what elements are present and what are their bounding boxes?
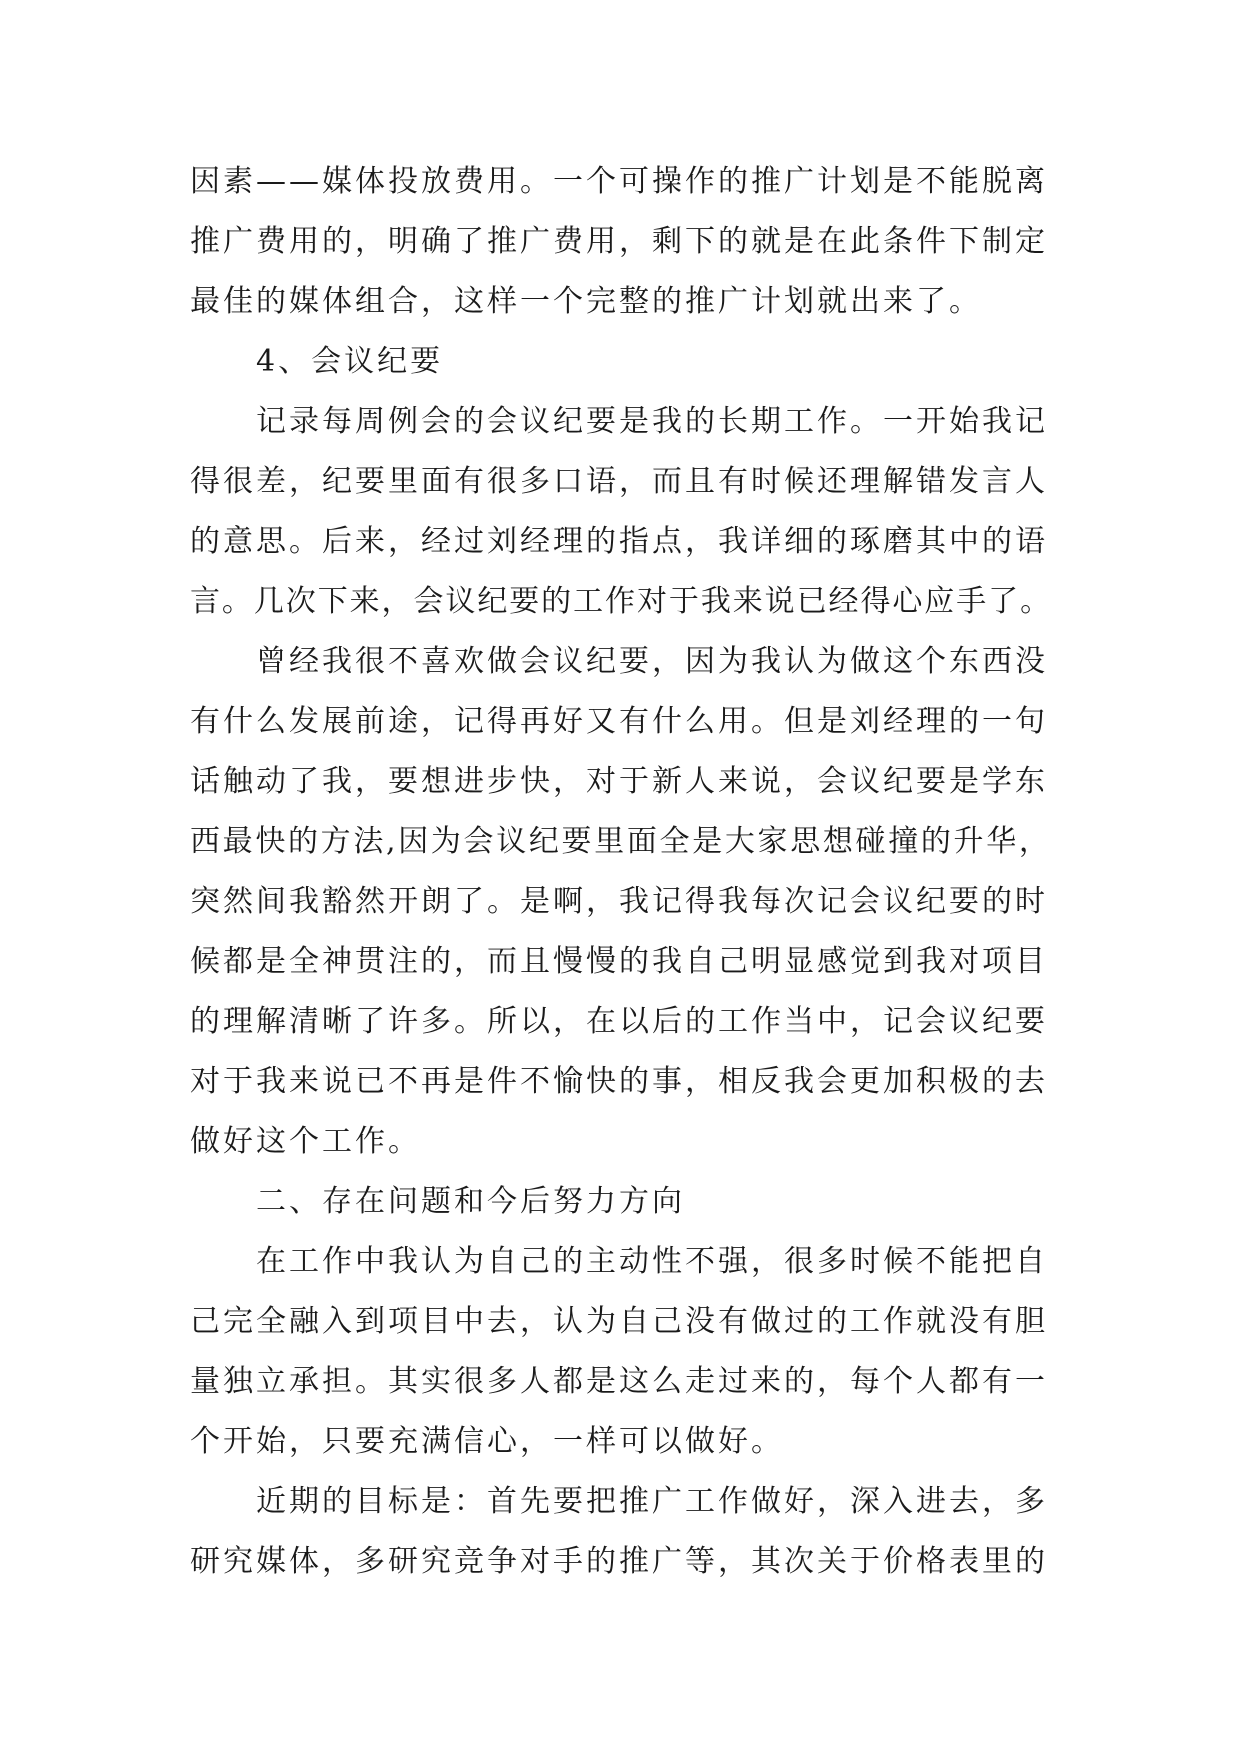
body-text <box>190 152 1052 1592</box>
text-line: 二、存在问题和今后努力方向 <box>256 1184 685 1219</box>
text-line: 有什么发展前途，记得再好又有什么用。但是刘经理的一句 <box>190 704 1048 739</box>
text-line: 推广费用的，明确了推广费用，剩下的就是在此条件下制定 <box>190 224 1048 259</box>
text-line: 己完全融入到项目中去，认为自己没有做过的工作就没有胆 <box>190 1304 1048 1339</box>
text-line: 因素——媒体投放费用。一个可操作的推广计划是不能脱离 <box>190 164 1048 199</box>
text-line: 西最快的方法,因为会议纪要里面全是大家思想碰撞的升华， <box>190 824 1052 859</box>
text-line: 曾经我很不喜欢做会议纪要，因为我认为做这个东西没 <box>256 644 1048 679</box>
text-line: 做好这个工作。 <box>190 1124 421 1159</box>
text-line: 研究媒体，多研究竞争对手的推广等，其次关于价格表里的 <box>190 1544 1048 1579</box>
text-line: 近期的目标是：首先要把推广工作做好，深入进去，多 <box>256 1484 1048 1519</box>
text-line: 的意思。后来，经过刘经理的指点，我详细的琢磨其中的语 <box>190 524 1048 559</box>
text-line: 突然间我豁然开朗了。是啊，我记得我每次记会议纪要的时 <box>190 884 1048 919</box>
text-line: 言。几次下来，会议纪要的工作对于我来说已经得心应手了。 <box>190 584 1052 619</box>
text-line: 记录每周例会的会议纪要是我的长期工作。一开始我记 <box>256 404 1048 439</box>
text-line: 个开始，只要充满信心，一样可以做好。 <box>190 1424 784 1459</box>
text-line: 话触动了我，要想进步快，对于新人来说，会议纪要是学东 <box>190 764 1048 799</box>
text-line: 候都是全神贯注的，而且慢慢的我自己明显感觉到我对项目 <box>190 944 1048 979</box>
text-line: 得很差，纪要里面有很多口语，而且有时候还理解错发言人 <box>190 464 1048 499</box>
text-line: 的理解清晰了许多。所以，在以后的工作当中，记会议纪要 <box>190 1004 1048 1039</box>
text-line: 在工作中我认为自己的主动性不强，很多时候不能把自 <box>256 1244 1048 1279</box>
text-line: 最佳的媒体组合，这样一个完整的推广计划就出来了。 <box>190 284 982 319</box>
text-line: 量独立承担。其实很多人都是这么走过来的，每个人都有一 <box>190 1364 1048 1399</box>
text-line: 4、会议纪要 <box>256 344 444 379</box>
text-line: 对于我来说已不再是件不愉快的事，相反我会更加积极的去 <box>190 1064 1048 1099</box>
